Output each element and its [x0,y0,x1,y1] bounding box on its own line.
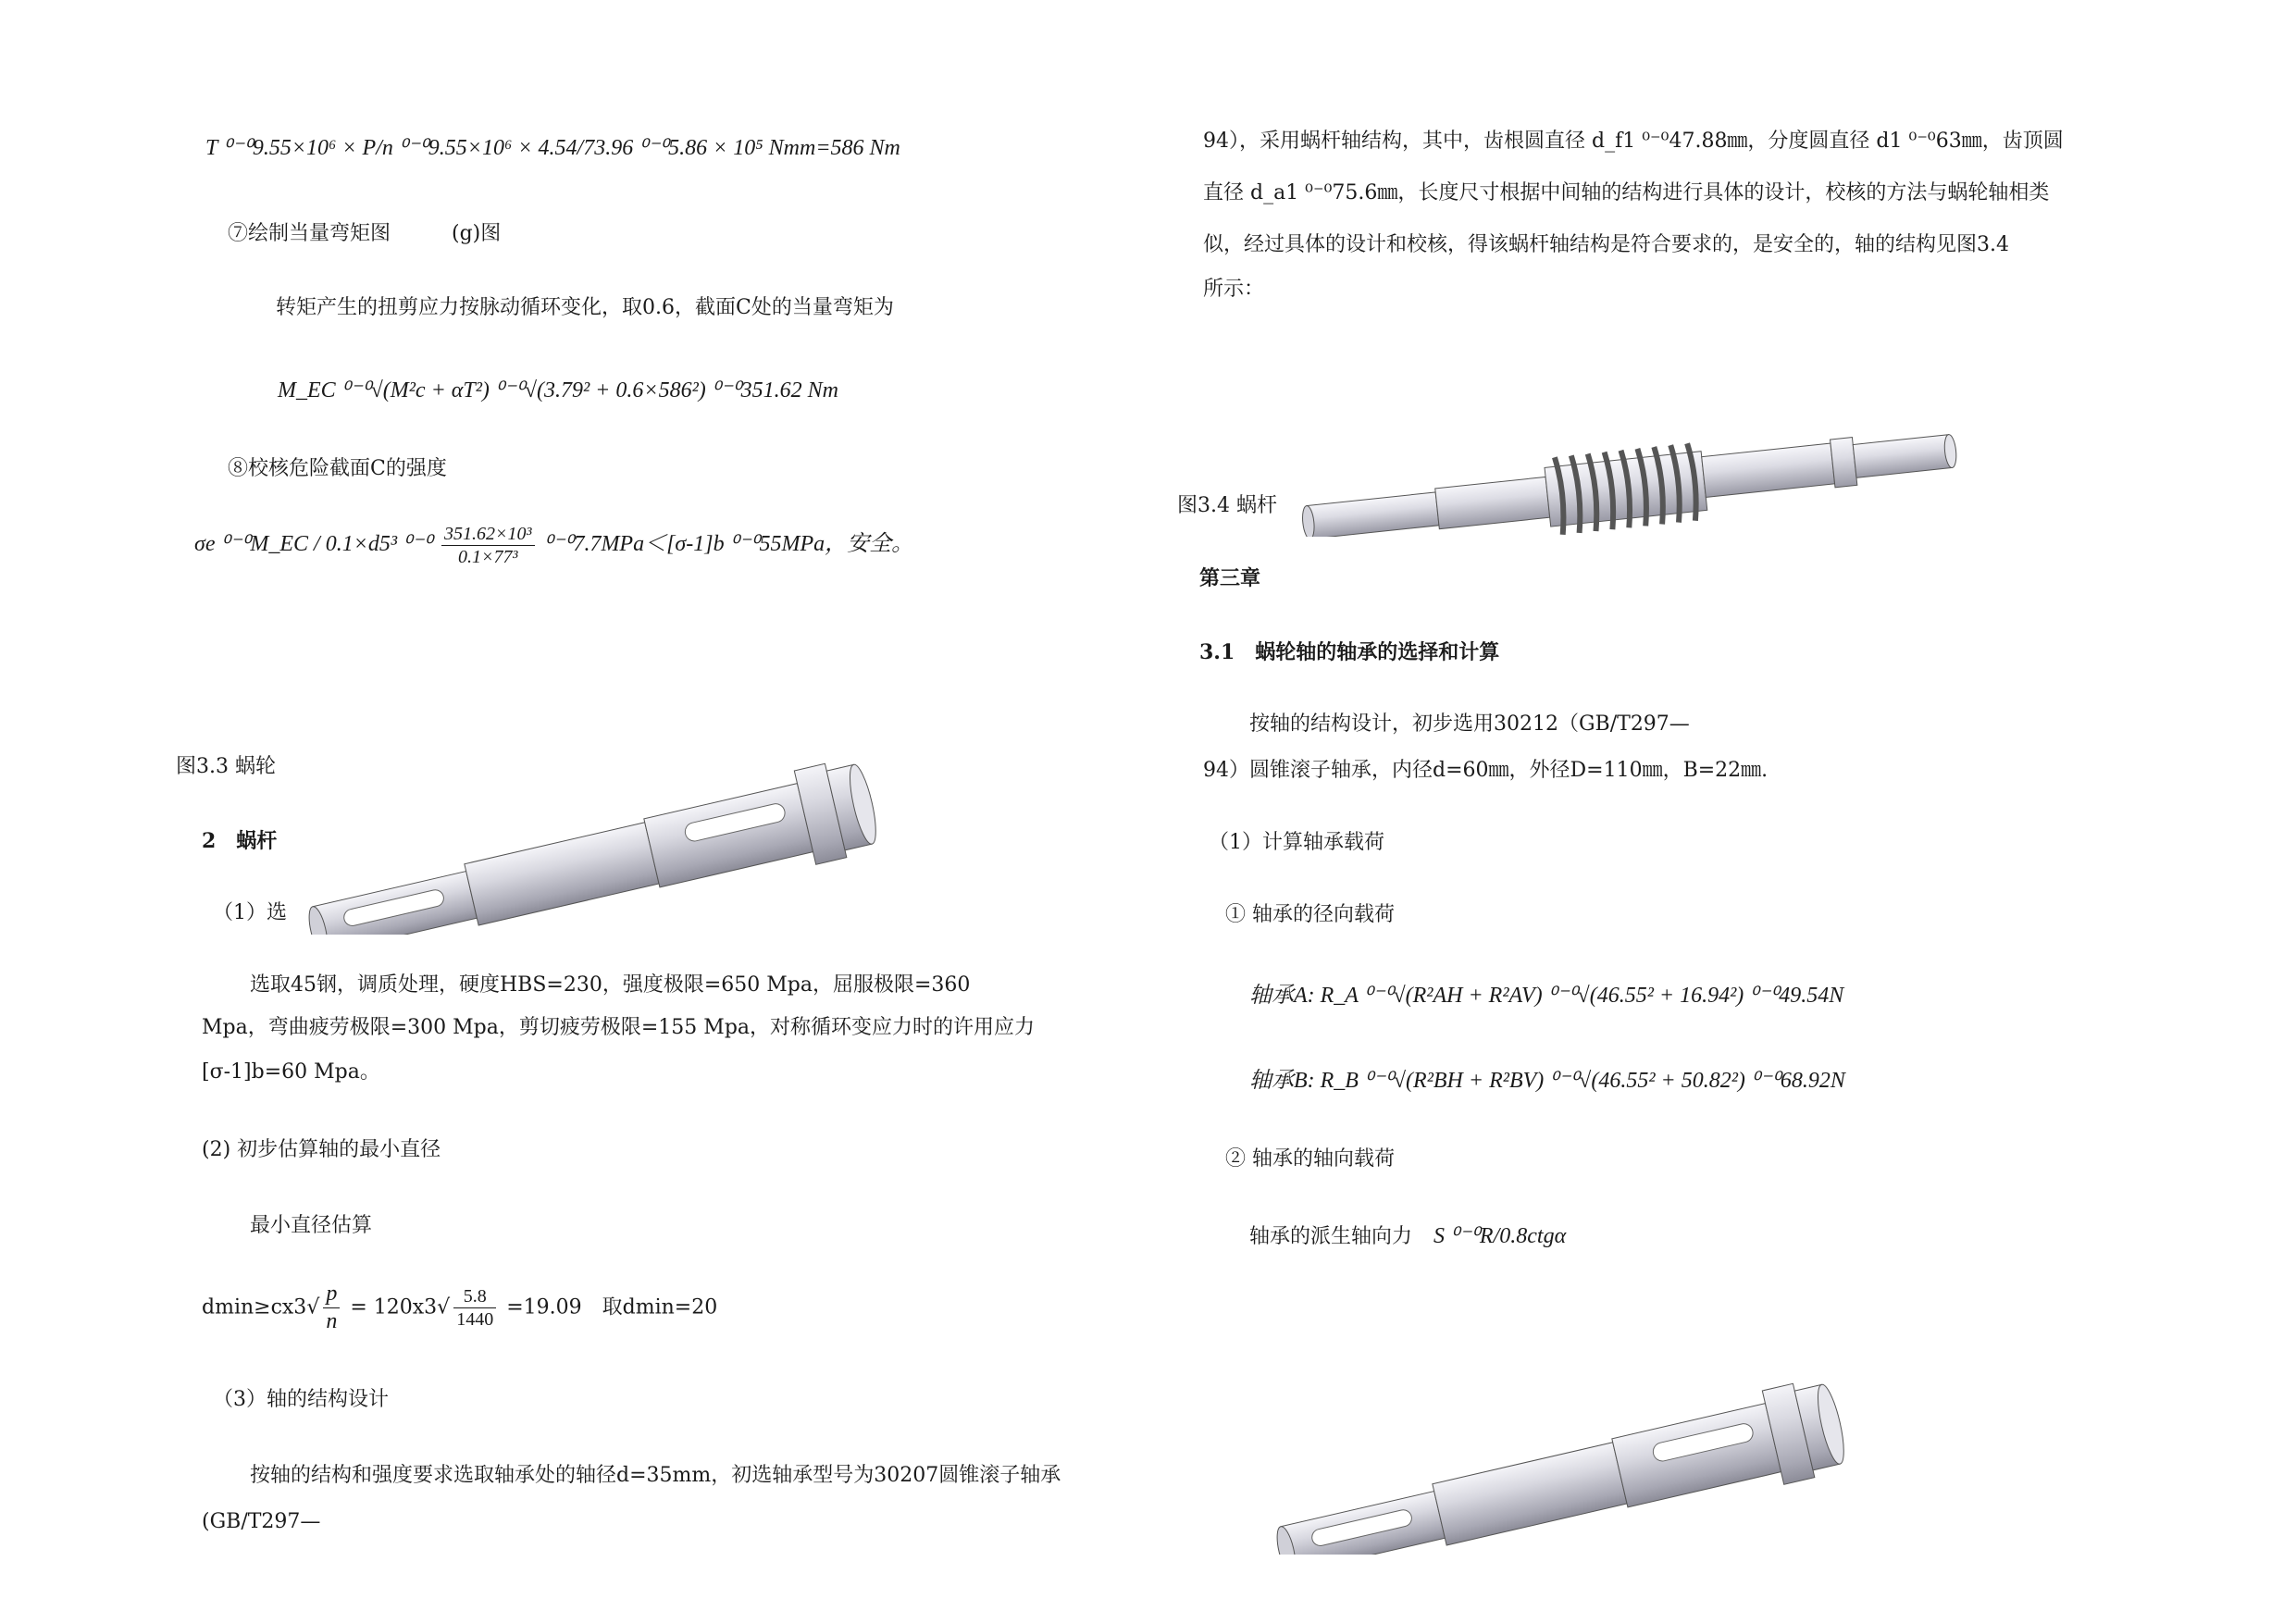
equation-dmin-prefix: dmin≥cx3 [202,1295,307,1319]
equation-stress-right: ⁰⁻⁰7.7MPa＜[σ-1]b ⁰⁻⁰55MPa，安全。 [543,532,914,557]
material-text: 选取45钢，调质处理，硬度HBS=230，强度极限=650 Mpa，屈服极限=360 [250,973,971,997]
dmin-1440: 1440 [456,1308,494,1330]
calc-bearing-load-heading: （1）计算轴承载荷 [1209,831,1384,854]
figure-3-3-caption: 图3.3 蜗轮 [176,755,276,778]
stress-denominator: 0.1×77³ [458,547,518,567]
dmin-p: p [323,1281,340,1308]
equation-dmin-suffix: =19.09 取dmin=20 [506,1295,718,1319]
step-7-heading: ⑦绘制当量弯矩图 (g)图 [228,222,502,245]
equation-torque: T ⁰⁻⁰9.55×10⁶ × P/n ⁰⁻⁰9.55×10⁶ × 4.54/73.96 ⁰⁻⁰5.86 × 10⁵ Nmm=586 Nm [205,136,900,160]
derived-axial-label: 轴承的派生轴向力 [1249,1225,1413,1248]
equation-dmin-mid: = 120x3 [350,1295,438,1319]
equation-bearing-b: 轴承B: R_B ⁰⁻⁰√(R²BH + R²BV) ⁰⁻⁰√(46.55² + 50.82²) ⁰⁻⁰68.92N [1249,1069,1845,1093]
worm-shaft-drawing [1296,407,1962,537]
figure-3-4-worm-shaft-image [1296,407,1962,537]
section-3-1-heading: 3.1 蜗轮轴的轴承的选择和计算 [1199,640,1500,664]
structure-text: 按轴的结构和强度要求选取轴承处的轴径d=35mm，初选轴承型号为30207圆锥滚子轴承 [250,1464,1061,1487]
material-text-line2: Mpa，弯曲疲劳极限=300 Mpa，剪切疲劳极限=155 Mpa，对称循环变应力时的许用应力 [202,1016,1036,1039]
dmin-5-8: 5.8 [453,1285,496,1308]
step-8-heading: ⑧校核危险截面C的强度 [228,457,447,480]
equation-stress [194,523,913,568]
worm-shaft-para-line3: 似，经过具体的设计和校核，得该蜗杆轴结构是符合要求的，是安全的，轴的结构见图3.4 [1203,233,2009,256]
chapter-3-heading: 第三章 [1199,566,1261,590]
equation-stress-left: σe ⁰⁻⁰M_EC / 0.1×d5³ ⁰⁻⁰ [194,532,433,557]
worm-shaft-para-line4: 所示： [1203,278,1265,301]
figure-3-3-shaft-image [294,731,905,935]
section-2-heading: 2 蜗杆 [202,829,278,853]
shaft-drawing-2 [1262,1351,1873,1555]
equation-dmin: dmin≥cx3√ $\frac{p}{n}$ = 120x3√ $\frac{5.8}{1440}$ =19.09 取dmin=20 [202,1282,718,1333]
subsection-2-heading: (2) 初步估算轴的最小直径 [202,1138,441,1161]
structure-text-line2: (GB/T297— [202,1510,321,1533]
dmin-n: n [326,1308,338,1333]
equation-s: S ⁰⁻⁰R/0.8ctgα [1433,1224,1567,1248]
axial-load-heading: ② 轴承的轴向载荷 [1225,1147,1395,1171]
subsection-1-partial: （1）选 [213,901,287,924]
subsection-3-heading: （3）轴的结构设计 [213,1388,389,1411]
equation-bearing-a: 轴承A: R_A ⁰⁻⁰√(R²AH + R²AV) ⁰⁻⁰√(46.55² + 16.94²) ⁰⁻⁰49.54N [1249,984,1844,1008]
torque-note: 转矩产生的扭剪应力按脉动循环变化，取0.6，截面C处的当量弯矩为 [276,296,894,319]
worm-shaft-para-line1: 94），采用蜗杆轴结构，其中，齿根圆直径 d_f1 ⁰⁻⁰47.88㎜，分度圆直径 d1 ⁰⁻⁰63㎜，齿顶圆 [1203,130,2064,153]
shaft-drawing [294,731,905,935]
derived-axial-force [1249,1223,1566,1250]
equation-equivalent-moment: M_EC ⁰⁻⁰√(M²c + αT²) ⁰⁻⁰√(3.79² + 0.6×586²) ⁰⁻⁰351.62 Nm [278,378,838,403]
worm-shaft-para-line2: 直径 d_a1 ⁰⁻⁰75.6㎜，长度尺寸根据中间轴的结构进行具体的设计，校核的方法与蜗轮轴相类 [1203,181,2050,204]
stress-fraction [441,523,535,568]
bearing-selection-text: 按轴的结构设计，初步选用30212（GB/T297— [1249,712,1690,736]
allowable-stress: [σ-1]b=60 Mpa。 [202,1060,380,1084]
stress-numerator: 351.62×10³ [441,523,535,546]
radial-load-heading: ① 轴承的径向载荷 [1225,903,1395,926]
bearing-selection-text-line2: 94）圆锥滚子轴承，内径d=60㎜，外径D=110㎜，B=22㎜. [1203,759,1769,782]
figure-3-4-caption: 图3.4 蜗杆 [1177,494,1277,517]
min-diameter-label: 最小直径估算 [250,1214,373,1237]
bottom-right-shaft-image [1262,1351,1873,1555]
